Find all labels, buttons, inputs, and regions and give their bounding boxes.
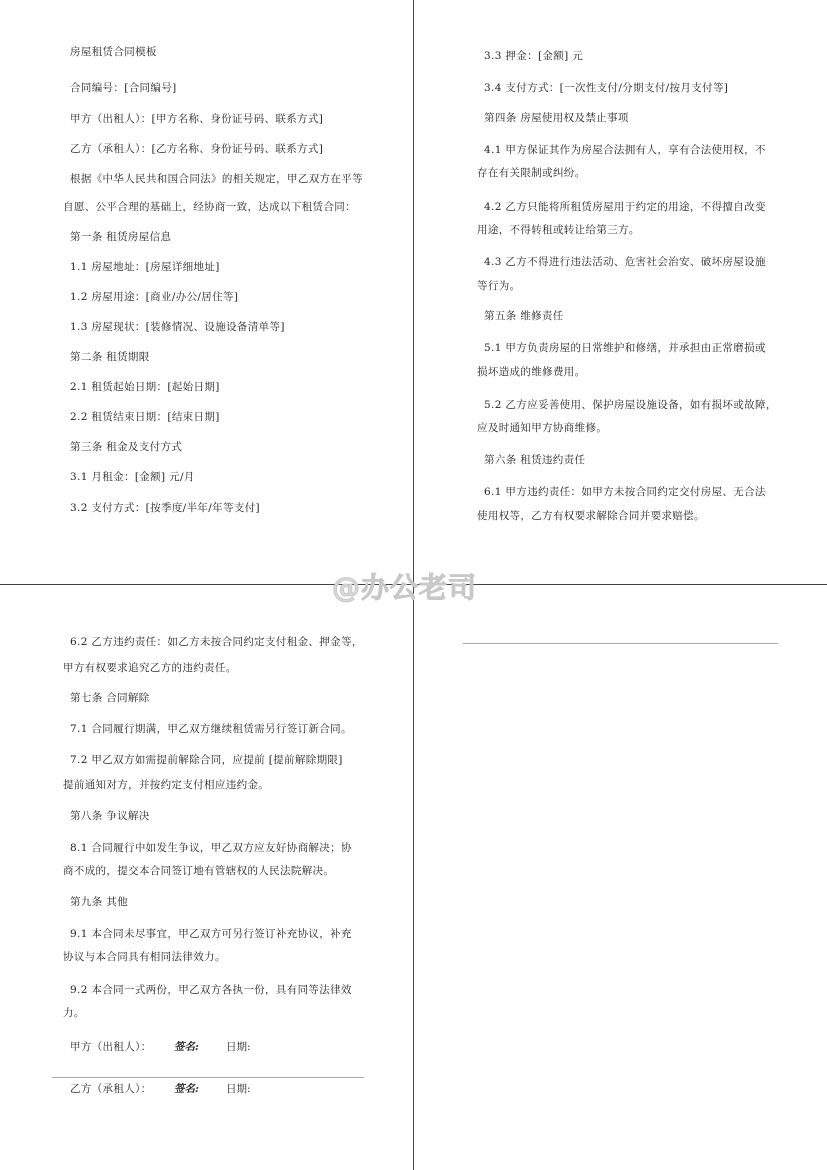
signature-separator <box>52 1077 364 1078</box>
clause-3-4: 3.4 支付方式：[一次性支付/分期支付/按月支付等] <box>484 82 729 94</box>
clause-9-2-line-1: 9.2 本合同一式两份，甲乙双方各执一份，具有同等法律效 <box>70 984 352 996</box>
page-bottom-right-rule <box>463 643 778 644</box>
signature-row-party-b <box>70 1080 251 1096</box>
clause-5-2-line-1: 5.2 乙方应妥善使用、保护房屋设施设备，如有损坏或故障， <box>484 399 777 411</box>
clause-6-1-line-2: 使用权等，乙方有权要求解除合同并要求赔偿。 <box>477 510 705 522</box>
contract-number: 合同编号：[合同编号] <box>70 82 177 94</box>
article-9-heading: 第九条 其他 <box>70 896 128 908</box>
clause-6-2-line-1: 6.2 乙方违约责任：如乙方未按合同约定支付租金、押金等， <box>70 636 363 648</box>
article-1-heading: 第一条 租赁房屋信息 <box>70 231 172 243</box>
clause-4-1-line-1: 4.1 甲方保证其作为房屋合法拥有人，享有合法使用权，不 <box>484 144 766 156</box>
clause-1-3: 1.3 房屋现状：[装修情况、设施设备清单等] <box>70 321 285 333</box>
clause-3-1: 3.1 月租金：[金额] 元/月 <box>70 471 195 483</box>
article-7-heading: 第七条 合同解除 <box>70 692 150 704</box>
clause-9-2-line-2: 力。 <box>63 1007 85 1019</box>
article-8-heading: 第八条 争议解决 <box>70 810 150 822</box>
clause-4-3-line-1: 4.3 乙方不得进行违法活动、危害社会治安、破坏房屋设施 <box>484 256 766 268</box>
article-4-heading: 第四条 房屋使用权及禁止事项 <box>484 112 629 124</box>
clause-6-2-line-2: 甲方有权要求追究乙方的违约责任。 <box>63 662 237 674</box>
watermark-logo: @办公老司 <box>332 571 478 604</box>
clause-7-2-line-1: 7.2 甲乙双方如需提前解除合同，应提前 [提前解除期限] <box>70 754 343 766</box>
party-a-info: 甲方（出租人）：[甲方名称、身份证号码、联系方式] <box>70 113 324 125</box>
clause-2-2: 2.2 租赁结束日期：[结束日期] <box>70 411 220 423</box>
clause-8-1-line-1: 8.1 合同履行中如发生争议，甲乙双方应友好协商解决；协 <box>70 842 352 854</box>
clause-7-2-line-2: 提前通知对方，并按约定支付相应违约金。 <box>63 779 270 791</box>
clause-2-1: 2.1 租赁起始日期：[起始日期] <box>70 381 220 393</box>
clause-7-1: 7.1 合同履行期满，甲乙双方继续租赁需另行签订新合同。 <box>70 723 352 735</box>
clause-3-3: 3.3 押金：[金额] 元 <box>484 50 584 62</box>
party-a-signature-label: 签名: <box>174 1040 199 1053</box>
signature-row-party-a <box>70 1038 251 1054</box>
article-3-heading: 第三条 租金及支付方式 <box>70 441 183 453</box>
clause-5-1-line-2: 损坏造成的维修费用。 <box>477 366 586 378</box>
clause-4-1-line-2: 存在有关限制或纠纷。 <box>477 167 586 179</box>
party-a-label: 甲方（出租人）： <box>70 1040 152 1053</box>
document-title: 房屋租赁合同模板 <box>70 46 157 58</box>
clause-4-2-line-1: 4.2 乙方只能将所租赁房屋用于约定的用途，不得擅自改变 <box>484 201 766 213</box>
clause-8-1-line-2: 商不成的，提交本合同签订地有管辖权的人民法院解决。 <box>63 865 335 877</box>
article-5-heading: 第五条 维修责任 <box>484 310 564 322</box>
party-b-info: 乙方（承租人）：[乙方名称、身份证号码、联系方式] <box>70 143 324 155</box>
clause-1-1: 1.1 房屋地址：[房屋详细地址] <box>70 261 220 273</box>
article-6-heading: 第六条 租赁违约责任 <box>484 454 586 466</box>
clause-6-1-line-1: 6.1 甲方违约责任：如甲方未按合同约定交付房屋、无合法 <box>484 486 766 498</box>
clause-1-2: 1.2 房屋用途：[商业/办公/居住等] <box>70 291 239 303</box>
clause-5-1-line-1: 5.1 甲方负责房屋的日常维护和修缮，并承担由正常磨损或 <box>484 342 766 354</box>
party-b-signature-label: 签名: <box>174 1082 199 1095</box>
clause-5-2-line-2: 应及时通知甲方协商维修。 <box>477 422 608 434</box>
preamble-line-1: 根据《中华人民共和国合同法》的相关规定，甲乙双方在平等 <box>70 173 363 185</box>
preamble-line-2: 自愿、公平合理的基础上，经协商一致，达成以下租赁合同： <box>63 201 356 213</box>
party-a-date-label: 日期: <box>226 1040 251 1053</box>
party-b-label: 乙方（承租人）： <box>70 1082 152 1095</box>
clause-3-2: 3.2 支付方式：[按季度/半年/年等支付] <box>70 502 261 514</box>
article-2-heading: 第二条 租赁期限 <box>70 351 150 363</box>
clause-4-3-line-2: 等行为。 <box>477 280 521 292</box>
party-b-date-label: 日期: <box>226 1082 251 1095</box>
clause-4-2-line-2: 用途，不得转租或转让给第三方。 <box>477 224 640 236</box>
clause-9-1-line-1: 9.1 本合同未尽事宜，甲乙双方可另行签订补充协议，补充 <box>70 928 352 940</box>
clause-9-1-line-2: 协议与本合同具有相同法律效力。 <box>63 951 226 963</box>
